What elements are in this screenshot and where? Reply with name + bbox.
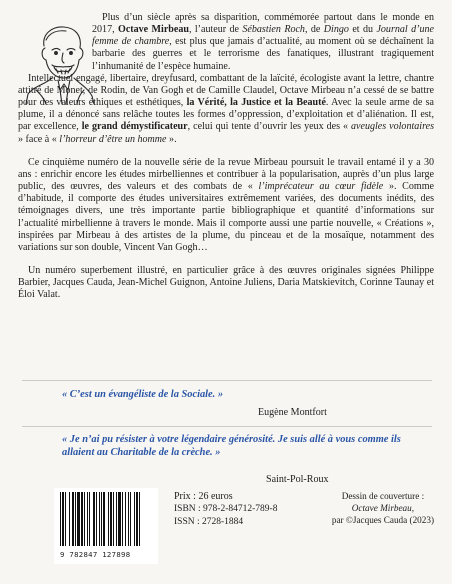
para-text: » face à « xyxy=(18,133,60,145)
barcode-bar xyxy=(72,492,74,546)
barcode-bar xyxy=(84,492,85,546)
quote-italic: l’imprécateur au cœur fidèle xyxy=(258,181,384,193)
para-text: . Avec la seule arme de sa plume, il a dénoncé sans relâche toutes les formes d’oppression, d’exploitation et d’aliénation. Il est, par excellence, xyxy=(18,97,435,133)
barcode-bar xyxy=(118,492,121,546)
quote-author-saint-pol-roux: Saint-Pol-Roux xyxy=(266,474,329,485)
issn: ISSN : 2728-1884 xyxy=(174,516,244,527)
barcode-bar xyxy=(62,492,64,546)
demystifier-emphasis: le grand démystificateur xyxy=(81,121,188,133)
barcode-bar xyxy=(108,492,109,546)
isbn: ISBN : 978-2-84712-789-8 xyxy=(174,504,278,515)
barcode-bar xyxy=(130,492,131,546)
intro-paragraph xyxy=(92,12,434,73)
intro-text: et du xyxy=(348,24,377,36)
intro-text: , de xyxy=(304,24,324,36)
barcode-bar xyxy=(122,492,123,546)
para-text: Ce cinquième numéro de la nouvelle série de la revue Mirbeau poursuit le travail entamé il y a 30 ans : enrichir encore les études mirbelliennes et contribuer à la popularisation, auprès d’un plus large public, des œuvres, des valeurs et des combats de « xyxy=(18,156,434,193)
barcode-bar xyxy=(139,492,140,546)
quote-author-montfort: Eugène Montfort xyxy=(258,407,327,418)
price: Prix : 26 euros xyxy=(174,491,233,502)
divider xyxy=(22,426,432,427)
barcode-bar xyxy=(103,492,105,546)
cover-credit xyxy=(332,491,434,526)
credit-line-2: Octave Mirbeau, xyxy=(351,502,415,513)
quote-italic: l’horreur d’être un homme xyxy=(59,133,167,145)
barcode-bar xyxy=(60,492,61,546)
publication-info xyxy=(174,491,277,528)
barcode-bar xyxy=(93,492,95,546)
barcode-digits: 9 782847 127898 xyxy=(60,550,131,559)
para-text: ». xyxy=(166,133,177,145)
author-name: Octave Mirbeau xyxy=(118,24,189,36)
values-emphasis: la Vérité, la Justice et la Beauté xyxy=(186,97,326,109)
barcode-bar xyxy=(96,492,97,546)
quote-montfort: « C’est un évangéliste de la Sociale. » xyxy=(62,389,224,400)
barcode-bar xyxy=(69,492,70,546)
intro-text: Plus d’un siècle après sa disparition, commémorée partout dans le monde en 2017, xyxy=(92,12,434,36)
intro-text: , l’auteur de xyxy=(188,24,243,36)
barcode-bar xyxy=(81,492,83,546)
barcode-bar xyxy=(101,492,102,546)
barcode-icon xyxy=(54,488,158,548)
work-title: Dingo xyxy=(323,24,349,36)
barcode-bar xyxy=(113,492,114,546)
barcode-bar xyxy=(99,492,100,546)
barcode xyxy=(54,488,158,564)
barcode-bar xyxy=(65,492,66,546)
paragraph-4: Un numéro superbement illustré, en particulier grâce à des œuvres originales signées Philippe Barbier, Jacques Cauda, Jean-Michel Guignon, Antoine Juliens, Daria Matskievitch, Corinne Taunay et Éloi Valat. xyxy=(18,264,434,301)
intro-text: , est plus que jamais d’actualité, au moment où se déchaînent la barbarie des guerres et le terrorisme des fanatiques, illustrant tragiquement l’inhumanité de l’espèce humaine. xyxy=(92,36,434,72)
barcode-bar xyxy=(110,492,112,546)
work-title: Sébastien Roch xyxy=(242,24,305,36)
barcode-bar xyxy=(134,492,135,546)
barcode-bar xyxy=(116,492,117,546)
barcode-bar xyxy=(89,492,90,546)
barcode-bar xyxy=(77,492,80,546)
barcode-bar xyxy=(75,492,76,546)
paragraph-2 xyxy=(18,73,434,146)
credit-line-1: Dessin de couverture : xyxy=(341,491,425,501)
paragraph-3 xyxy=(18,157,434,254)
barcode-bar xyxy=(125,492,126,546)
quote-italic: aveugles volontaires xyxy=(351,121,434,133)
work-title: Journal d’une femme de chambre xyxy=(92,24,434,48)
divider xyxy=(22,380,432,381)
barcode-bar xyxy=(87,492,88,546)
para-text: ». Comme d’habitude, il comporte des études universitaires extrêmement variées, des documents inédits, des témoignages divers, une très importante partie bibliographique et quantité d’informations sur l’actualité mirbellienne à travers le monde. Mais il comporte aussi une partie nouvelle, « Créations », inspirées par Mirbeau à des artistes de la plume, du pinceau et de la mosaïque, notamment des variations sur son double, Vincent Van Gogh… xyxy=(18,181,434,253)
barcode-bar xyxy=(128,492,129,546)
credit-line-3: par ©Jacques Cauda (2023) xyxy=(331,514,434,525)
barcode-bar xyxy=(136,492,138,546)
para-text: Intellectuel engagé, libertaire, dreyfusard, combattant de la laïcité, écologiste avant la lettre, chantre attitré de Monet, de Rodin, de Van Gogh et de Camille Claudel, Octave Mirbeau n’a cessé de se battre pour des valeurs éthiques et esthétiques, xyxy=(18,72,434,109)
body-text xyxy=(18,12,434,301)
quote-saint-pol-roux: « Je n’ai pu résister à votre légendaire générosité. Je suis allé à vous comme ils allaient au Charitable de la crèche. » xyxy=(62,434,401,458)
para-text: , celui qui tente d’ouvrir les yeux des « xyxy=(187,121,352,133)
